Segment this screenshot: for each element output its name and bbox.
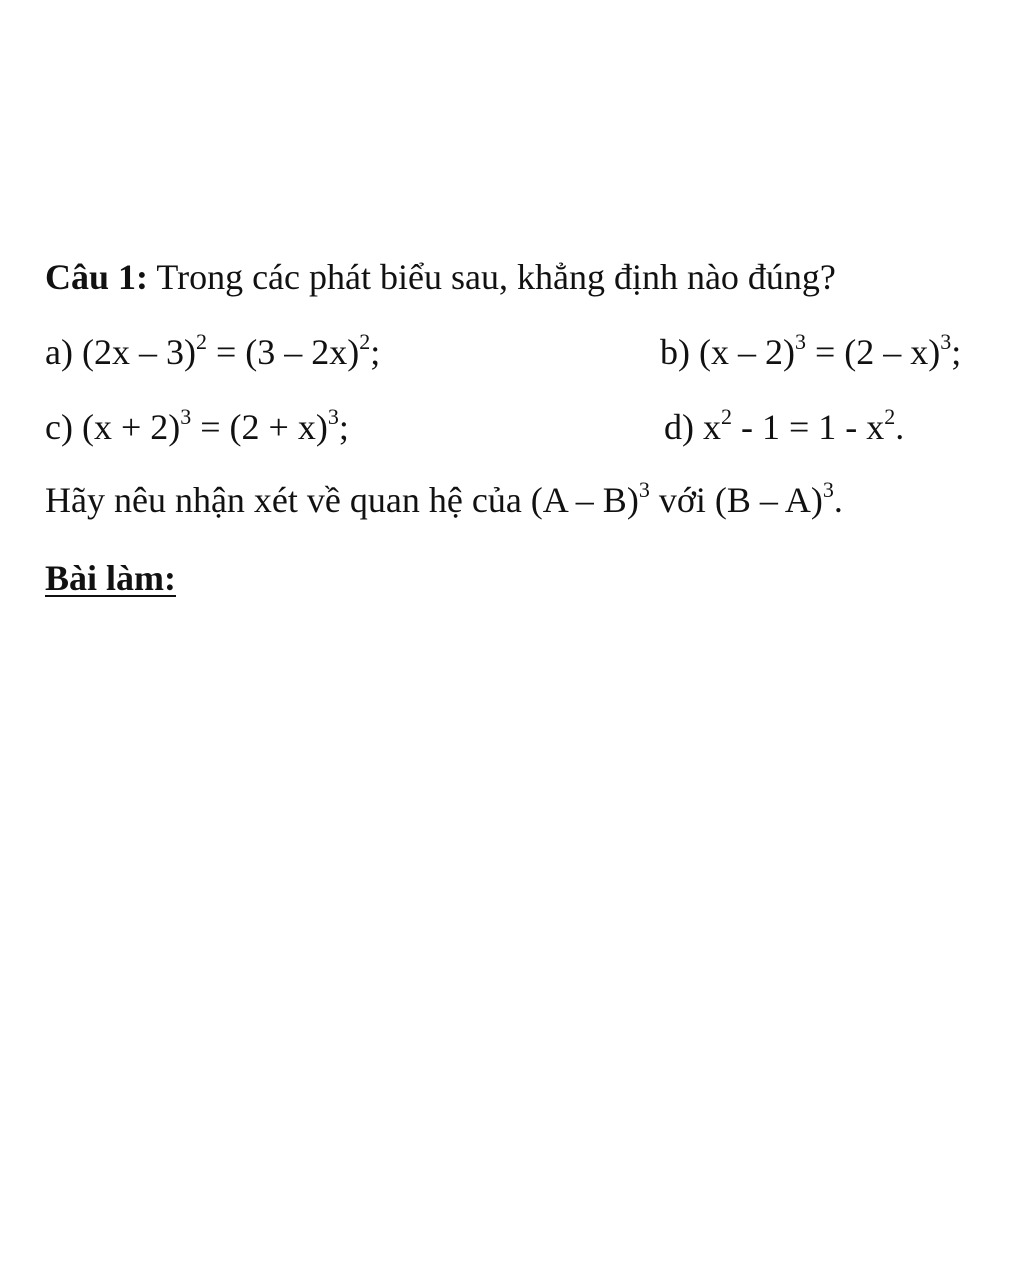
option-d-exponent: 2 xyxy=(884,404,896,429)
option-d-exponent: 2 xyxy=(721,404,732,429)
option-c-part: = (2 + x) xyxy=(191,407,328,447)
option-a-part: ; xyxy=(370,332,381,372)
option-b-prefix: b) xyxy=(660,332,699,372)
option-a-prefix: a) xyxy=(45,332,82,372)
option-a-part: = (3 – 2x) xyxy=(206,332,360,372)
option-d xyxy=(664,405,904,449)
option-d-part: x xyxy=(703,407,721,447)
remark-part: . xyxy=(833,480,843,520)
option-a-exponent: 2 xyxy=(359,329,371,354)
option-d-part: - 1 = 1 - x xyxy=(732,407,885,447)
option-a xyxy=(45,330,380,374)
question-line xyxy=(45,255,836,299)
question-label: Câu 1: xyxy=(45,257,149,297)
option-a-part: (2x – 3) xyxy=(81,332,196,372)
option-d-part: . xyxy=(895,407,905,447)
option-d-prefix: d) xyxy=(664,407,703,447)
remark-exponent: 3 xyxy=(822,477,834,502)
option-c-exponent: 3 xyxy=(180,404,192,429)
remark-part: Hãy nêu nhận xét về quan hệ của (A – B) xyxy=(45,480,639,520)
option-b-exponent: 3 xyxy=(794,329,806,354)
option-c-part: (x + 2) xyxy=(81,407,181,447)
option-b-part: = (2 – x) xyxy=(805,332,941,372)
option-b-part: ; xyxy=(951,332,962,372)
answer-heading: Bài làm: xyxy=(45,558,176,598)
option-b xyxy=(660,330,961,374)
remark-exponent: 3 xyxy=(638,477,650,502)
option-b-part: (x – 2) xyxy=(699,332,795,372)
option-c-exponent: 3 xyxy=(327,404,339,429)
option-c-prefix: c) xyxy=(45,407,82,447)
option-a-exponent: 2 xyxy=(195,329,207,354)
option-b-exponent: 3 xyxy=(940,329,952,354)
option-c xyxy=(45,405,349,449)
question-text: Trong các phát biểu sau, khẳng định nào đúng? xyxy=(148,257,836,297)
remark-part: với (B – A) xyxy=(649,480,823,520)
remark-line xyxy=(45,478,843,522)
option-c-part: ; xyxy=(338,407,349,447)
